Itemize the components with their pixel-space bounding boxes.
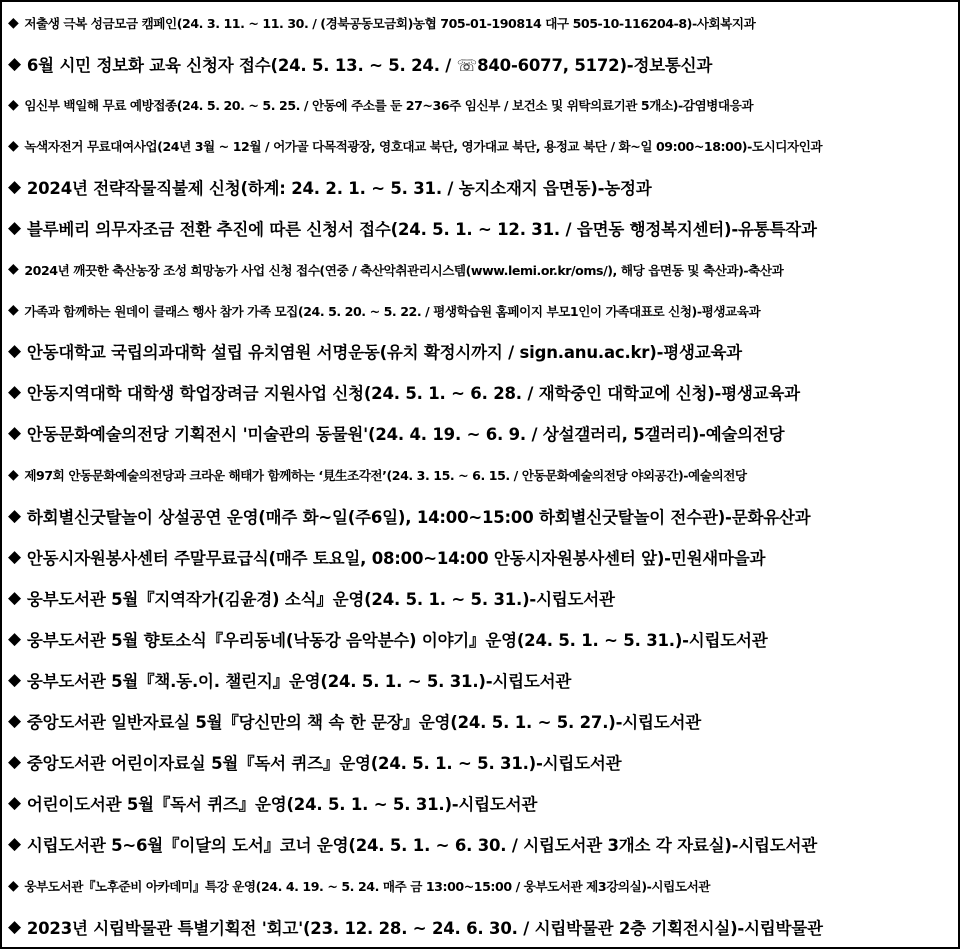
diamond-bullet-icon: ◆ (8, 302, 19, 319)
notice-text: 6월 시민 정보화 교육 신청자 접수(24. 5. 13. ~ 5. 24. / ☏840-6077, 5172)-정보통신과 (26, 55, 713, 75)
diamond-bullet-icon: ◆ (8, 218, 21, 239)
notice-item (2, 2, 958, 43)
diamond-bullet-icon: ◆ (8, 14, 19, 31)
notice-item (2, 207, 958, 248)
diamond-bullet-icon: ◆ (8, 466, 19, 483)
diamond-bullet-icon: ◆ (8, 628, 21, 649)
notice-text: 저출생 극복 성금모금 캠페인(24. 3. 11. ~ 11. 30. / (경북공동모금회)농협 705-01-190814 대구 505-10-116204-8)-사회복지과 (24, 16, 756, 32)
diamond-bullet-icon: ◆ (8, 793, 21, 814)
notice-item (2, 290, 958, 331)
notice-text: 임신부 백일해 무료 예방접종(24. 5. 20. ~ 5. 25. / 안동에 주소를 둔 27~36주 임신부 / 보건소 및 위탁의료기관 5개소)-감염병대응과 (24, 98, 754, 114)
notice-text: 2024년 전략작물직불제 신청(하계: 24. 2. 1. ~ 5. 31. / 농지소재지 읍면동)-농정과 (26, 178, 652, 198)
notice-item (2, 413, 958, 454)
notice-item (2, 125, 958, 166)
notice-text: 녹색자전거 무료대여사업(24년 3월 ~ 12월 / 어가골 다목적광장, 영호대교 북단, 영가대교 북단, 용정교 북단 / 화~일 09:00~18:00)-도시디자인과 (24, 139, 823, 155)
notice-text: 블루베리 의무자조금 전환 추진에 따른 신청서 접수(24. 5. 1. ~ 12. 31. / 읍면동 행정복지센터)-유통특작과 (26, 220, 817, 240)
diamond-bullet-icon: ◆ (8, 261, 19, 278)
notice-item (2, 660, 958, 701)
diamond-bullet-icon: ◆ (8, 341, 21, 362)
notice-text: 안동대학교 국립의과대학 설립 유치염원 서명운동(유치 확정시까지 / sign.anu.ac.kr)-평생교육과 (26, 343, 742, 363)
notice-text: 웅부도서관 5월 향토소식『우리동네(낙동강 음악분수) 이야기』운영(24. 5. 1. ~ 5. 31.)-시립도서관 (26, 630, 768, 650)
diamond-bullet-icon: ◆ (8, 587, 21, 608)
diamond-bullet-icon: ◆ (8, 176, 21, 197)
notice-text: 웅부도서관 5월『지역작가(김윤경) 소식』운영(24. 5. 1. ~ 5. 31.)-시립도서관 (26, 589, 615, 609)
notice-text: 어린이도서관 5월『독서 퀴즈』운영(24. 5. 1. ~ 5. 31.)-시립도서관 (26, 795, 538, 815)
notice-item (2, 906, 958, 947)
notice-item (2, 84, 958, 125)
notice-item (2, 865, 958, 906)
notice-item (2, 577, 958, 618)
notice-text: 하회별신굿탈놀이 상설공연 운영(매주 화~일(주6일), 14:00~15:00 하회별신굿탈놀이 전수관)-문화유산과 (26, 507, 811, 527)
diamond-bullet-icon: ◆ (8, 137, 19, 154)
notice-item (2, 824, 958, 865)
diamond-bullet-icon: ◆ (8, 916, 21, 937)
notice-text: 웅부도서관『노후준비 아카데미』특강 운영(24. 4. 19. ~ 5. 24. 매주 금 13:00~15:00 / 웅부도서관 제3강의실)-시립도서관 (24, 879, 710, 895)
diamond-bullet-icon: ◆ (8, 423, 21, 444)
notice-text: 시립도서관 5~6월『이달의 도서』코너 운영(24. 5. 1. ~ 6. 30. / 시립도서관 3개소 각 자료실)-시립도서관 (26, 836, 818, 856)
notice-text: 안동문화예술의전당 기획전시 '미술관의 동물원'(24. 4. 19. ~ 6. 9. / 상설갤러리, 5갤러리)-예술의전당 (26, 425, 785, 445)
notice-item (2, 454, 958, 495)
notice-text: 2023년 시립박물관 특별기획전 '회고'(23. 12. 28. ~ 24. 6. 30. / 시립박물관 2층 기획전시실)-시립박물관 (26, 918, 823, 938)
diamond-bullet-icon: ◆ (8, 505, 21, 526)
diamond-bullet-icon: ◆ (8, 53, 21, 74)
notice-item (2, 536, 958, 577)
notice-text: 중앙도서관 어린이자료실 5월『독서 퀴즈』운영(24. 5. 1. ~ 5. 31.)-시립도서관 (26, 754, 622, 774)
notice-item (2, 166, 958, 207)
notice-text: 가족과 함께하는 원데이 클래스 행사 참가 가족 모집(24. 5. 20. ~ 5. 22. / 평생학습원 홈페이지 부모1인이 가족대표로 신청)-평생교육과 (24, 303, 761, 319)
diamond-bullet-icon: ◆ (8, 752, 21, 773)
diamond-bullet-icon: ◆ (8, 834, 21, 855)
notice-item (2, 43, 958, 84)
notice-item (2, 331, 958, 372)
notice-item (2, 249, 958, 290)
notice-list (2, 2, 958, 947)
diamond-bullet-icon: ◆ (8, 546, 21, 567)
notice-text: 웅부도서관 5월『책.동.이. 챌린지』운영(24. 5. 1. ~ 5. 31.)-시립도서관 (26, 672, 572, 692)
notice-text: 안동시자원봉사센터 주말무료급식(매주 토요일, 08:00~14:00 안동시자원봉사센터 앞)-민원새마을과 (26, 548, 766, 568)
notice-item (2, 742, 958, 783)
notice-item (2, 495, 958, 536)
notice-item (2, 701, 958, 742)
diamond-bullet-icon: ◆ (8, 382, 21, 403)
diamond-bullet-icon: ◆ (8, 711, 21, 732)
notice-item (2, 618, 958, 659)
diamond-bullet-icon: ◆ (8, 877, 19, 894)
notice-text: 안동지역대학 대학생 학업장려금 지원사업 신청(24. 5. 1. ~ 6. 28. / 재학중인 대학교에 신청)-평생교육과 (26, 384, 800, 404)
notice-text: 제97회 안동문화예술의전당과 크라운 해태가 함께하는 ‘見生조각전’(24. 3. 15. ~ 6. 15. / 안동문화예술의전당 야외공간)-예술의전당 (24, 468, 747, 484)
diamond-bullet-icon: ◆ (8, 96, 19, 113)
notice-item (2, 372, 958, 413)
notice-text: 2024년 깨끗한 축산농장 조성 희망농가 사업 신청 접수(연중 / 축산악취관리시스템(www.lemi.or.kr/oms/), 해당 읍면동 및 축산과)-축산과 (24, 262, 784, 278)
diamond-bullet-icon: ◆ (8, 670, 21, 691)
notice-text: 중앙도서관 일반자료실 5월『당신만의 책 속 한 문장』운영(24. 5. 1. ~ 5. 27.)-시립도서관 (26, 713, 701, 733)
notice-item (2, 783, 958, 824)
